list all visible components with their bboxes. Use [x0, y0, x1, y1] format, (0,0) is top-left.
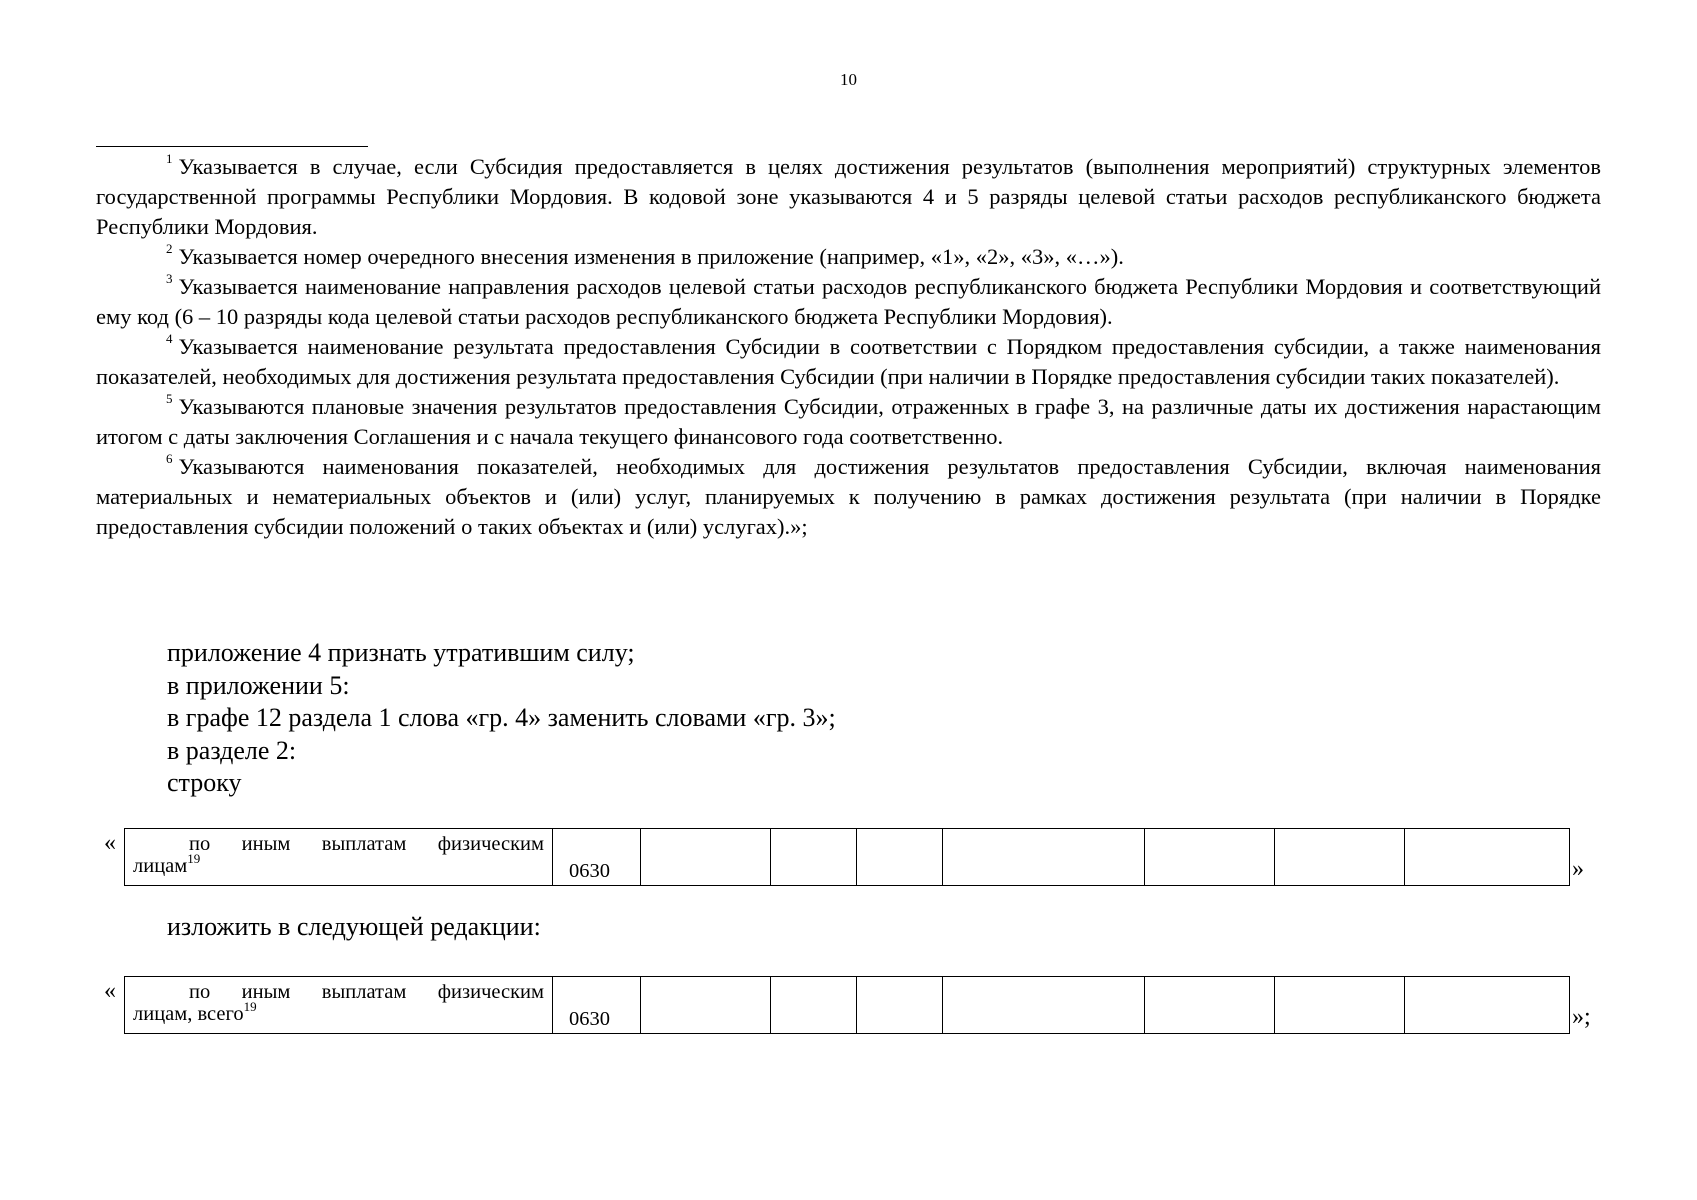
- row-code-cell: 0630: [553, 977, 641, 1034]
- footnote-1: [96, 152, 1601, 242]
- empty-cell: [1145, 829, 1275, 886]
- name-word: иным: [241, 833, 291, 855]
- empty-cell: [1405, 977, 1570, 1034]
- row-name-cell: [125, 977, 553, 1034]
- footnote-number: 6: [166, 451, 173, 466]
- table-row: [125, 977, 1570, 1034]
- footnote-ref: 19: [187, 851, 201, 866]
- closing-quote: »: [1572, 856, 1584, 882]
- empty-cell: [641, 829, 771, 886]
- empty-cell: [771, 829, 857, 886]
- empty-cell: [1145, 977, 1275, 1034]
- name-word: выплатам: [321, 833, 407, 855]
- old-row-table: [124, 828, 1570, 886]
- footnote-text: Указывается наименование направления расходов целевой статьи расходов республиканского бюджета Республики Мордовия и соответствующий ему код (6 – 10 разряды кода целевой статьи расходов республиканского бюджета Республики Мордовия).: [96, 274, 1601, 329]
- instruction-line: в графе 12 раздела 1 слова «гр. 4» заменить словами «гр. 3»;: [167, 703, 836, 732]
- new-row-block: [104, 976, 1604, 1032]
- footnote-number: 5: [166, 391, 173, 406]
- footnote-4: [96, 332, 1601, 392]
- instruction-line: в разделе 2:: [167, 735, 297, 765]
- old-row-block: [104, 828, 1604, 884]
- opening-quote: «: [104, 830, 116, 856]
- footnote-number: 4: [166, 331, 173, 346]
- empty-cell: [1405, 829, 1570, 886]
- footnotes: [96, 152, 1601, 542]
- footnote-5: [96, 392, 1601, 452]
- footnote-6: [96, 452, 1601, 542]
- footnote-number: 1: [166, 151, 173, 166]
- footnote-separator: [96, 146, 368, 147]
- empty-cell: [1275, 977, 1405, 1034]
- empty-cell: [1275, 829, 1405, 886]
- amendment-instructions: [167, 637, 836, 800]
- footnote-number: 2: [166, 241, 173, 256]
- footnote-3: [96, 272, 1601, 332]
- instruction-line: в приложении 5:: [167, 670, 350, 700]
- name-word: по: [189, 981, 211, 1003]
- instruction-line: приложение 4 признать утратившим силу;: [167, 638, 635, 667]
- new-row-table: [124, 976, 1570, 1034]
- footnote-ref: 19: [243, 999, 257, 1014]
- name-line2: лицам, всего: [133, 1003, 244, 1025]
- row-name-cell: [125, 829, 553, 886]
- page-number: 10: [840, 70, 857, 89]
- footnote-text: Указывается наименование результата предоставления Субсидии в соответствии с Порядком предоставления субсидии, а также наименования показателей, необходимых для достижения результата предоставления Субсидии (при наличии в Порядке предоставления субсидии таких показателей).: [96, 334, 1601, 389]
- name-word: по: [189, 833, 211, 855]
- empty-cell: [943, 977, 1145, 1034]
- empty-cell: [943, 829, 1145, 886]
- name-line2: лицам: [133, 855, 188, 877]
- name-word: выплатам: [321, 981, 407, 1003]
- closing-quote: »;: [1572, 1004, 1591, 1030]
- footnote-text: Указывается номер очередного внесения изменения в приложение (например, «1», «2», «3», «…»).: [178, 244, 1124, 269]
- empty-cell: [641, 977, 771, 1034]
- footnote-text: Указывается в случае, если Субсидия предоставляется в целях достижения результатов (выполнения мероприятий) структурных элементов государственной программы Республики Мордовия. В кодовой зоне указываются 4 и 5 разряды целевой статьи расходов республиканского бюджета Республики Мордовия.: [96, 154, 1601, 239]
- name-word: физическим: [437, 833, 544, 855]
- table-row: [125, 829, 1570, 886]
- footnote-2: [96, 242, 1601, 272]
- empty-cell: [771, 977, 857, 1034]
- instruction-line: строку: [167, 768, 242, 797]
- empty-cell: [857, 829, 943, 886]
- edit-instruction: изложить в следующей редакции:: [167, 912, 541, 941]
- opening-quote: «: [104, 978, 116, 1004]
- name-word: иным: [241, 981, 291, 1003]
- footnote-number: 3: [166, 271, 173, 286]
- name-word: физическим: [437, 981, 544, 1003]
- footnote-text: Указываются плановые значения результатов предоставления Субсидии, отраженных в графе 3, на различные даты их достижения нарастающим итогом с даты заключения Соглашения и с начала текущего финансового года соответственно.: [96, 394, 1601, 449]
- footnote-text: Указываются наименования показателей, необходимых для достижения результатов предоставления Субсидии, включая наименования материальных и нематериальных объектов и (или) услуг, планируемых к получению в рамках достижения результата (при наличии в Порядке предоставления субсидии положений о таких объектах и (или) услугах).»;: [96, 454, 1601, 539]
- empty-cell: [857, 977, 943, 1034]
- row-code-cell: 0630: [553, 829, 641, 886]
